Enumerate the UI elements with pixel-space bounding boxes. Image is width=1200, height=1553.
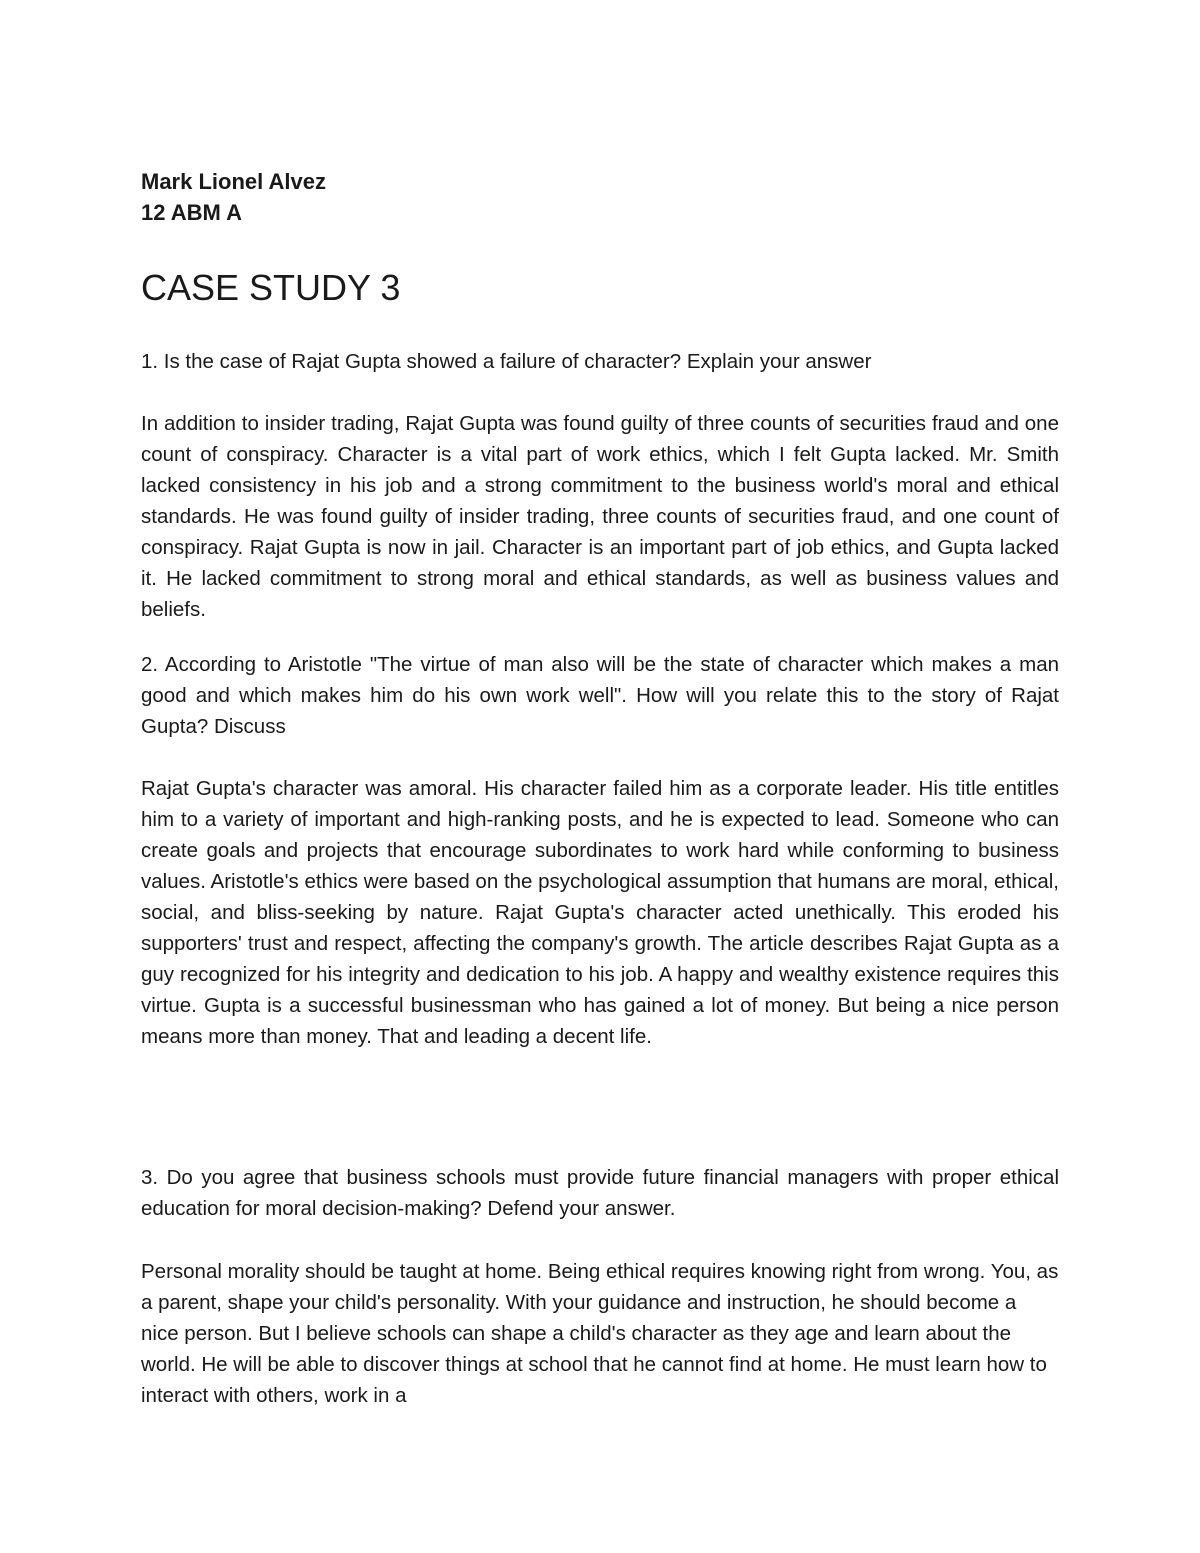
question-2: 2. According to Aristotle "The virtue of man also will be the state of character which makes a man good and which makes him do his own work well". How will you relate this to the story of Rajat Gupta? Discuss [141, 653, 1059, 738]
document-title: CASE STUDY 3 [141, 267, 401, 308]
question-3: 3. Do you agree that business schools must provide future financial managers with proper ethical education for moral decision-making? Defend your answer. [141, 1166, 1059, 1220]
author-block [141, 166, 326, 228]
question-1: 1. Is the case of Rajat Gupta showed a failure of character? Explain your answer [141, 350, 872, 373]
answer-3: Personal morality should be taught at home. Being ethical requires knowing right from wrong. You, as a parent, shape your child's personality. With your guidance and instruction, he should become a nice person. But I believe schools can shape a child's character as they age and learn about the world. He will be able to discover things at school that he cannot find at home. He must learn how to interact with others, work in a [141, 1260, 1059, 1407]
student-section: 12 ABM A [141, 200, 243, 225]
answer-2: Rajat Gupta's character was amoral. His character failed him as a corporate leader. His title entitles him to a variety of important and high-ranking posts, and he is expected to lead. Someone who can create goals and projects that encourage subordinates to work hard while conforming to business values. Aristotle's ethics were based on the psychological assumption that humans are moral, ethical, social, and bliss-seeking by nature. Rajat Gupta's character acted unethically. This eroded his supporters' trust and respect, affecting the company's growth. The article describes Rajat Gupta as a guy recognized for his integrity and dedication to his job. A happy and wealthy existence requires this virtue. Gupta is a successful businessman who has gained a lot of money. But being a nice person means more than money. That and leading a decent life. [141, 777, 1059, 1048]
document-page [141, 0, 1059, 1553]
student-name: Mark Lionel Alvez [141, 169, 327, 194]
answer-1: In addition to insider trading, Rajat Gupta was found guilty of three counts of securities fraud and one count of conspiracy. Character is a vital part of work ethics, which I felt Gupta lacked. Mr. Smith lacked consistency in his job and a strong commitment to the business world's moral and ethical standards. He was found guilty of insider trading, three counts of securities fraud, and one count of conspiracy. Rajat Gupta is now in jail. Character is an important part of job ethics, and Gupta lacked it. He lacked commitment to strong moral and ethical standards, as well as business values and beliefs. [141, 412, 1059, 621]
